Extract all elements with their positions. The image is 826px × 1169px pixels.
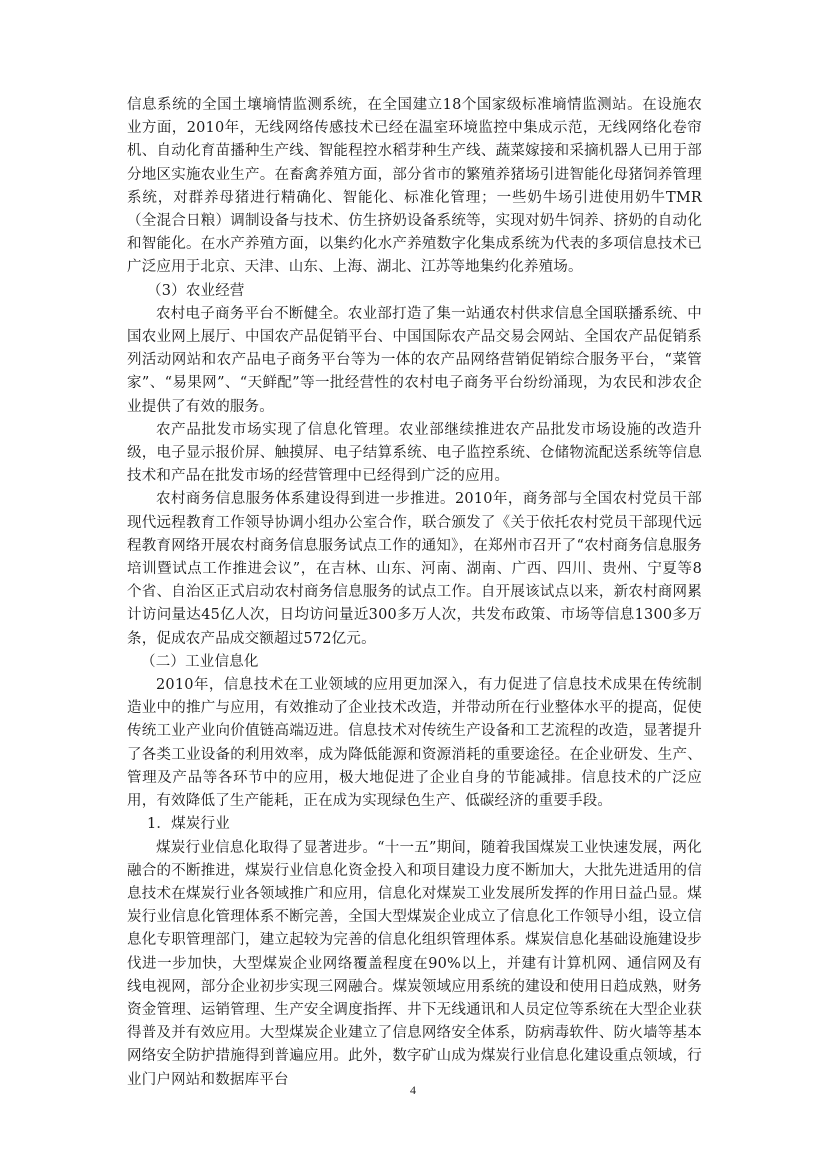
paragraph-ecommerce: 农村电子商务平台不断健全。农业部打造了集一站通农村供求信息全国联播系统、中国农业网上展厅、中国农产品促销平台、中国国际农产品交易会网站、全国农产品促销系列活动网站和农产品电子商务平台等为一体的农产品网络营销促销综合服务平台，“菜管家”、“易果网”、“天鲜配”等一批经营性的农村电子商务平台纷纷涌现，为农民和涉农企业提供了有效的服务。 [127,305,702,415]
paragraph-rural-commerce: 农村商务信息服务体系建设得到进一步推进。2010年，商务部与全国农村党员干部现代远程教育工作领导协调小组办公室合作，联合颁发了《关于依托农村党员干部现代远程教育网络开展农村商务信息服务试点工作的通知》，在郑州市召开了“农村商务信息服务培训暨试点工作推进会议”，在吉林、山东、河南、湖南、广西、四川、贵州、宁夏等8个省、自治区正式启动农村商务信息服务的试点工作。自开展该试点以来，新农村商网累计访问量达45亿人次，日均访问量近300多万人次，共发布政策、市场等信息1300多万条，促成农产品成交额超过572亿元。 [127,491,702,647]
paragraph-coal: 煤炭行业信息化取得了显著进步。“十一五”期间，随着我国煤炭工业快速发展，两化融合的不断推进，煤炭行业信息化资金投入和项目建设力度不断加大，大批先进适用的信息技术在煤炭行业各领域推广和应用，信息化对煤炭工业发展所发挥的作用日益凸显。煤炭行业信息化管理体系不断完善，全国大型煤炭企业成立了信息化工作领导小组，设立信息化专职管理部门，建立起较为完善的信息化组织管理体系。煤炭信息化基础设施建设步伐进一步加快，大型煤炭企业网络覆盖程度在90%以上，并建有计算机网、通信网及有线电视网，部分企业初步实现三网融合。煤炭领域应用系统的建设和使用日趋成熟，财务资金管理、运销管理、生产安全调度指挥、井下无线通讯和人员定位等系统在大型企业获得普及并有效应用。大型煤炭企业建立了信息网络安全体系，防病毒软件、防火墙等基本网络安全防护措施得到普遍应用。此外，数字矿山成为煤炭行业信息化建设重点领域，行业门户网站和数据库平台 [127,839,702,1088]
paragraph-industry-intro: 2010年，信息技术在工业领域的应用更加深入，有力促进了信息技术成果在传统制造业中的推广与应用，有效推动了企业技术改造，并带动所在行业整体水平的提高，促使传统工业产业向价值链高端迈进。信息技术对传统生产设备和工艺流程的改造，显著提升了各类工业设备的利用效率，成为降低能源和资源消耗的重要途径。在企业研发、生产、管理及产品等各环节中的应用，极大地促进了企业自身的节能减排。信息技术的广泛应用，有效降低了生产能耗，正在成为实现绿色生产、低碳经济的重要手段。 [127,677,702,810]
paragraph-continued: 信息系统的全国土壤墒情监测系统，在全国建立18个国家级标准墒情监测站。在设施农业方面，2010年，无线网络传感技术已经在温室环境监控中集成示范，无线网络化卷帘机、自动化育苗播种生产线、智能程控水稻芽种生产线、蔬菜嫁接和采摘机器人已用于部分地区实施农业生产。在畜禽养殖方面，部分省市的繁殖养猪场引进智能化母猪饲养管理系统，对群养母猪进行精确化、智能化、标准化管理；一些奶牛场引进使用奶牛TMR（全混合日粮）调制设备与技术、仿生挤奶设备系统等，实现对奶牛饲养、挤奶的自动化和智能化。在水产养殖方面，以集约化水产养殖数字化集成系统为代表的多项信息技术已广泛应用于北京、天津、山东、上海、湖北、江苏等地集约化养殖场。 [127,97,702,276]
page-number: 4 [410,1083,416,1097]
subheading-coal: 1．煤炭行业 [147,816,230,833]
subheading-agri-operations: （3）农业经营 [147,282,245,299]
document-body [127,94,702,1092]
paragraph-wholesale-market: 农产品批发市场实现了信息化管理。农业部继续推进农产品批发市场设施的改造升级，电子显示报价屏、触摸屏、电子结算系统、电子监控系统、仓储物流配送系统等信息技术和产品在批发市场的经营管理中已经得到广泛的应用。 [127,421,702,485]
section-heading-industry: （二）工业信息化 [141,653,259,670]
